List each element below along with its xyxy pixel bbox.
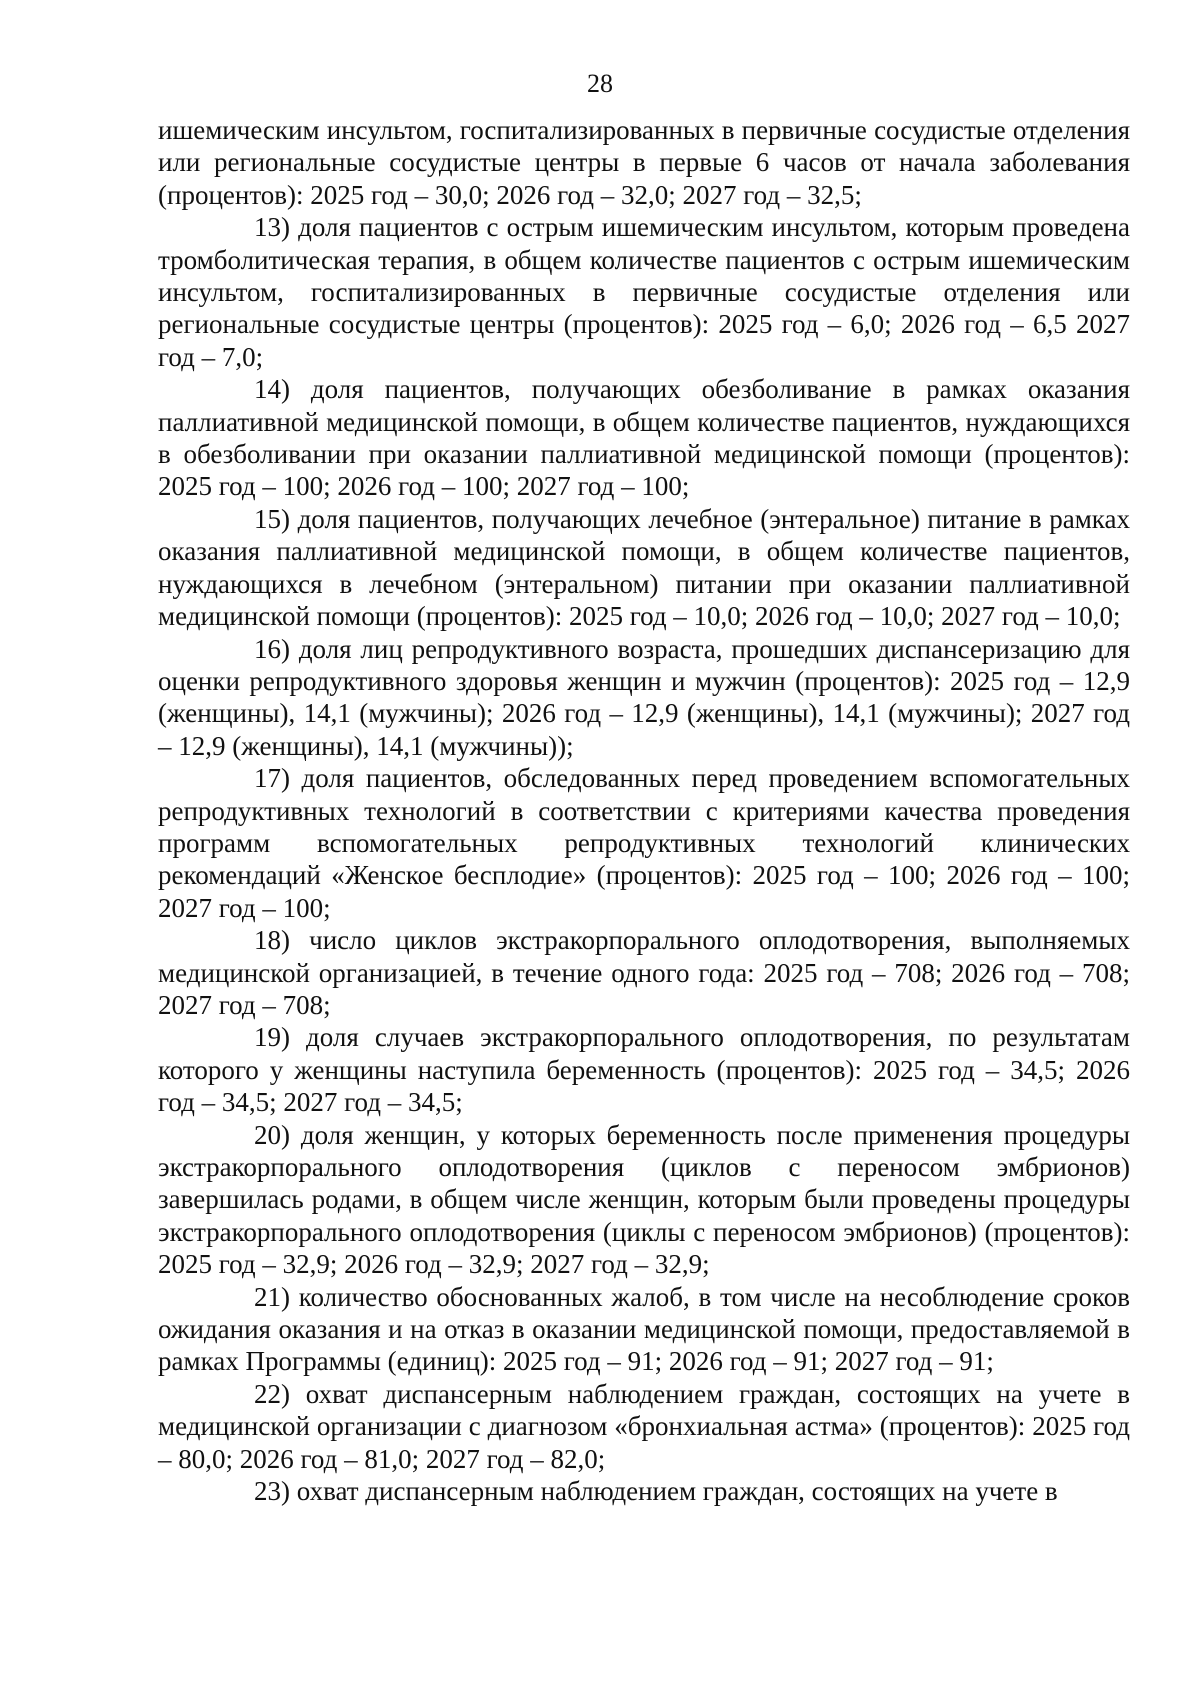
paragraph-item-22: 22) охват диспансерным наблюдением граждан, состоящих на учете в медицинской организации с диагнозом «бронхиальная астма» (процентов): 2025 год – 80,0; 2026 год – 81,0; 2027 год – 82,0; <box>158 1378 1130 1474</box>
paragraph-item-17: 17) доля пациентов, обследованных перед проведением вспомогательных репродуктивных технологий в соответствии с критериями качества проведения программ вспомогательных репродуктивных технологий клинических рекомендаций «Женское бесплодие» (процентов): 2025 год – 100; 2026 год – 100; 2027 год – 100; <box>158 763 1130 923</box>
paragraph-item-14: 14) доля пациентов, получающих обезболивание в рамках оказания паллиативной медицинской помощи, в общем количестве пациентов, нуждающихся в обезболивании при оказании паллиативной медицинской помощи (процентов): 2025 год – 100; 2026 год – 100; 2027 год – 100; <box>158 374 1130 502</box>
page-number: 28 <box>587 69 613 98</box>
paragraph-continuation: ишемическим инсультом, госпитализированных в первичные сосудистые отделения или региональные сосудистые центры в первые 6 часов от начала заболевания (процентов): 2025 год – 30,0; 2026 год – 32,0; 2027 год – 32,5; <box>158 115 1130 210</box>
paragraph-item-20: 20) доля женщин, у которых беременность после применения процедуры экстракорпорального оплодотворения (циклов с переносом эмбрионов) завершилась родами, в общем числе женщин, которым были проведены процедуры экстракорпорального оплодотворения (циклы с переносом эмбрионов) (процентов): 2025 год – 32,9; 2026 год – 32,9; 2027 год – 32,9; <box>158 1119 1130 1280</box>
paragraph-item-16: 16) доля лиц репродуктивного возраста, прошедших диспансеризацию для оценки репродуктивного здоровья женщин и мужчин (процентов): 2025 год – 12,9 (женщины), 14,1 (мужчины); 2026 год – 12,9 (женщины), 14,1 (мужчины); 2027 год – 12,9 (женщины), 14,1 (мужчины)); <box>158 633 1130 761</box>
document-body <box>158 114 1130 1507</box>
paragraph-item-23: 23) охват диспансерным наблюдением граждан, состоящих на учете в <box>254 1476 1058 1507</box>
paragraph-item-13: 13) доля пациентов с острым ишемическим инсультом, которым проведена тромболитическая терапия, в общем количестве пациентов с острым ишемическим инсультом, госпитализированных в первичные сосудистые отделения или региональные сосудистые центры (процентов): 2025 год – 6,0; 2026 год – 6,5 2027 год – 7,0; <box>158 212 1130 372</box>
paragraph-item-21: 21) количество обоснованных жалоб, в том числе на несоблюдение сроков ожидания оказания и на отказ в оказании медицинской помощи, предоставляемой в рамках Программы (единиц): 2025 год – 91; 2026 год – 91; 2027 год – 91; <box>158 1281 1130 1377</box>
paragraph-item-18: 18) число циклов экстракорпорального оплодотворения, выполняемых медицинской организацией, в течение одного года: 2025 год – 708; 2026 год – 708; 2027 год – 708; <box>158 925 1130 1020</box>
paragraph-item-15: 15) доля пациентов, получающих лечебное (энтеральное) питание в рамках оказания паллиативной медицинской помощи, в общем количестве пациентов, нуждающихся в лечебном (энтеральном) питании при оказании паллиативной медицинской помощи (процентов): 2025 год – 10,0; 2026 год – 10,0; 2027 год – 10,0; <box>158 503 1130 632</box>
paragraph-item-19: 19) доля случаев экстракорпорального оплодотворения, по результатам которого у женщины наступила беременность (процентов): 2025 год – 34,5; 2026 год – 34,5; 2027 год – 34,5; <box>158 1022 1130 1118</box>
